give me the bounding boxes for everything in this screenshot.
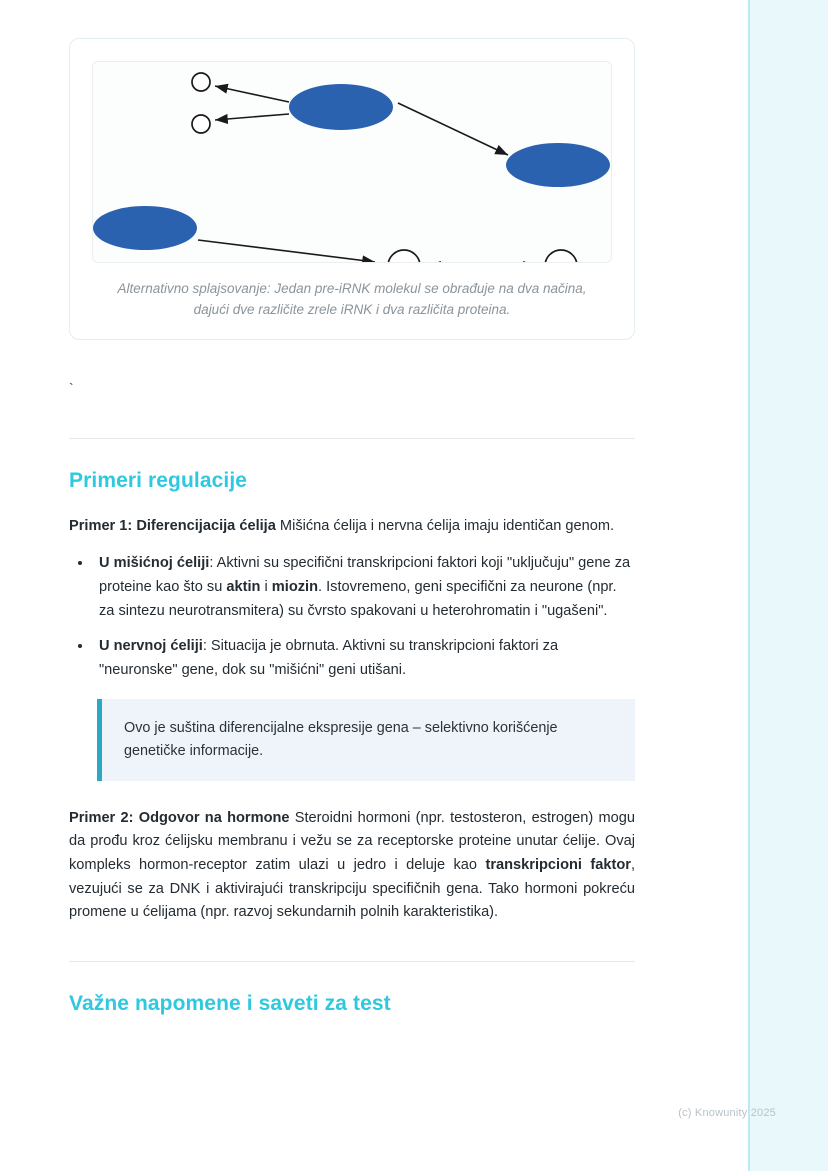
circle-node-2 bbox=[192, 115, 210, 133]
example2-text-1: Steroidni hormoni (npr. testosteron, estrogen) mogu da prođu kroz ćelijsku membranu i vežu se za receptorske proteine unutar ćelije. Ovaj kompleks hormon-receptor zatim ulazi u jedro i deluje kao bbox=[69, 809, 635, 874]
list-item bbox=[93, 635, 635, 682]
example2-label: Primer 2: Odgovor na hormone bbox=[69, 809, 290, 826]
example1-label: Primer 1: Diferencijacija ćelija bbox=[69, 517, 276, 534]
divider-bottom bbox=[69, 961, 635, 962]
bullet-1-text-3: . Istovremeno, geni specifični za neurone (npr. za sintezu neurotransmitera) su čvrsto spakovani u heterohromatin i "ugašeni". bbox=[99, 579, 617, 619]
list-item bbox=[93, 552, 635, 623]
ellipse-node-3 bbox=[93, 206, 197, 250]
bullet-1-label: U mišićnoj ćeliji bbox=[99, 555, 210, 572]
figure-diagram-frame bbox=[92, 61, 612, 263]
arrow-to-circle-second bbox=[215, 114, 289, 120]
bullet-1-term-aktin: aktin bbox=[226, 579, 261, 596]
circle-node-3 bbox=[388, 250, 420, 263]
section-title-examples: Primeri regulacije bbox=[69, 468, 248, 492]
stray-backtick: ` bbox=[69, 379, 74, 396]
examples-bullet-list bbox=[69, 552, 635, 682]
example2-term: transkripcioni faktor bbox=[485, 857, 631, 874]
bullet-1-text-1: : Aktivni su specifični transkripcioni faktori koji "uključuju" gene za proteine kao što su bbox=[99, 555, 631, 596]
splicing-diagram-svg bbox=[93, 62, 612, 263]
footer-copyright: (c) Knowunity 2025 bbox=[678, 1107, 776, 1119]
callout-box bbox=[97, 699, 635, 781]
section-title-notes: Važne napomene i saveti za test bbox=[69, 991, 391, 1015]
bullet-2-text: : Situacija je obrnuta. Aktivni su transkripcioni faktori za "neuronske" gene, dok su "mišićni" geni utišani. bbox=[99, 638, 559, 679]
ellipse-node-2 bbox=[506, 143, 610, 187]
bullet-1-text-2: i bbox=[260, 579, 272, 596]
figure-card bbox=[69, 38, 635, 340]
example2-paragraph bbox=[69, 807, 635, 925]
callout-text: Ovo je suština diferencijalne ekspresije gena – selektivno korišćenje genetičke informacije. bbox=[124, 719, 558, 759]
example2-text-2: , vezujući se za DNK i aktivirajući transkripciju specifičnih gena. Tako hormoni pokreću promene u ćelijama (npr. razvoj sekundarnih polnih karakteristika). bbox=[69, 857, 636, 921]
example1-text: Mišićna ćelija i nervna ćelija imaju identičan genom. bbox=[275, 517, 615, 534]
document-page bbox=[69, 0, 635, 1038]
bullet-1-term-miozin: miozin bbox=[271, 579, 319, 596]
arrow-to-right-ellipse bbox=[398, 103, 508, 155]
bullet-2-label: U nervnoj ćeliji bbox=[99, 638, 203, 655]
ellipse-node-1 bbox=[289, 84, 393, 130]
arrow-to-bottom-circle bbox=[198, 240, 375, 262]
arrow-to-circle-top bbox=[215, 86, 289, 102]
circle-node-4 bbox=[545, 250, 577, 263]
circle-node-1 bbox=[192, 73, 210, 91]
figure-caption: Alternativno splajsovanje: Jedan pre-iRNK molekul se obrađuje na dva načina, dajući dve različite zrele iRNK i dva različita proteina. bbox=[117, 281, 587, 317]
example1-intro bbox=[69, 515, 635, 539]
divider-top bbox=[69, 438, 635, 439]
right-decorative-band bbox=[748, 0, 828, 1171]
